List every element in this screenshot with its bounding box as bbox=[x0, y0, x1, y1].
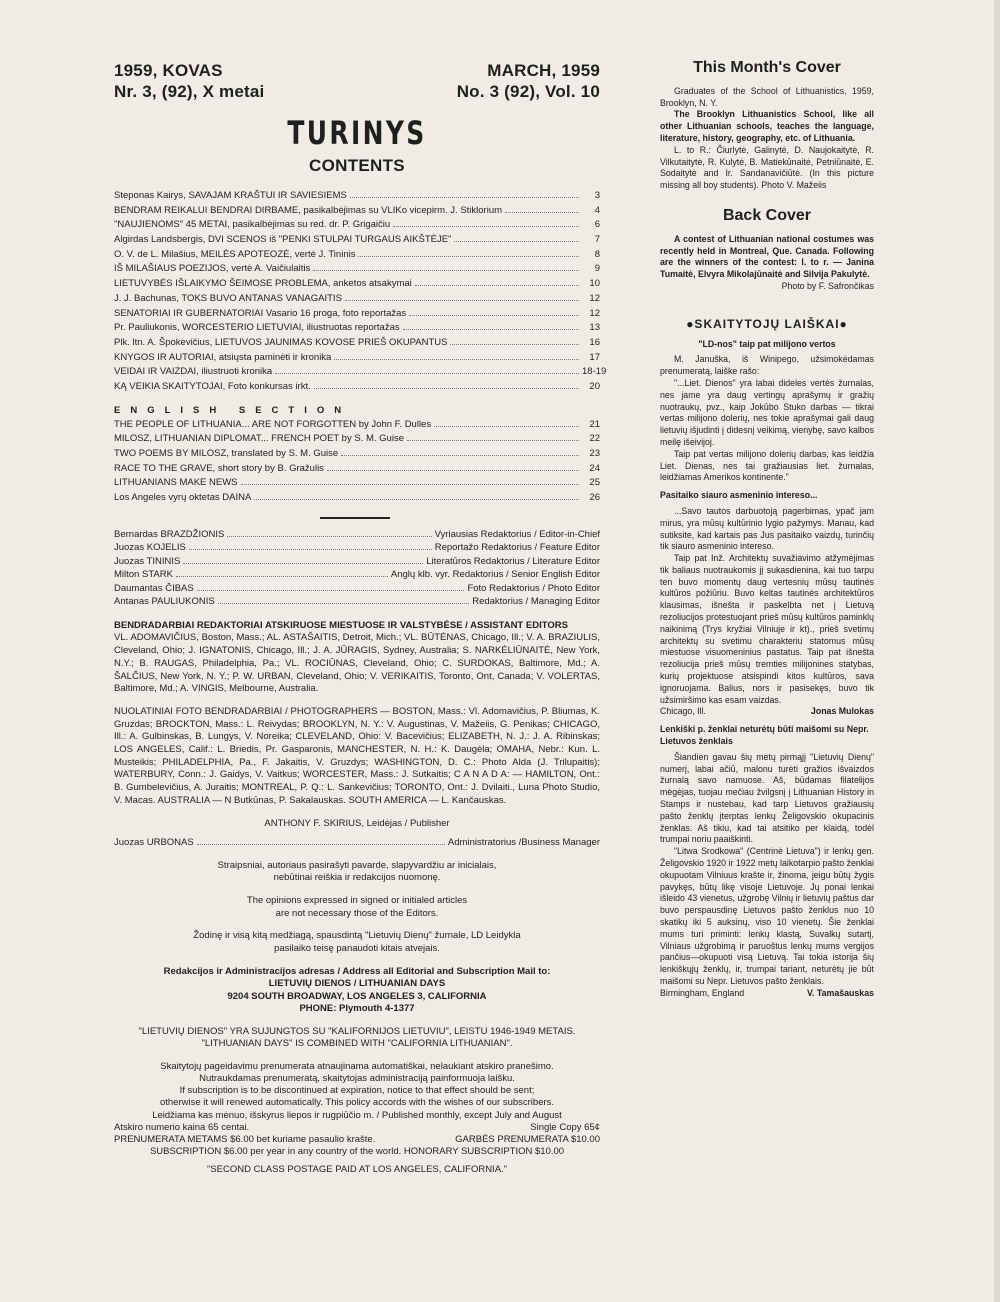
address-line: PHONE: Plymouth 4-1377 bbox=[299, 1003, 415, 1015]
assistant-editors-heading: BENDRADARBIAI REDAKTORIAI ATSKIRUOSE MIESTUOSE IR VALSTYBĖSE / ASSISTANT EDITORS bbox=[114, 619, 568, 631]
letter-1-body: Taip pat vertas milijono dolerių darbas, kas leidžia Liet. Dienas, nes tai gražiausias liet. žurnalas, leidžiamas Amerikos kontinente." bbox=[660, 448, 874, 483]
letter-1-heading: "LD-nos" taip pat milijono vertos bbox=[698, 338, 836, 349]
leader-dots bbox=[341, 454, 579, 456]
cover-title: This Month's Cover bbox=[693, 59, 841, 76]
letter-2-place: Chicago, Ill. bbox=[660, 706, 706, 717]
notice-line: Žodinę ir visą kitą medžiagą, spausdintą "Lietuvių Dienų" žurnale, LD Leidykla bbox=[193, 930, 521, 942]
staff-entry bbox=[114, 583, 600, 597]
letter-2-body: Taip pat Inž. Architektų suvažiavimo atžymėjimas tik baliaus nuotraukomis jį sukasdienina, kai tuo tarpu ten buvo momentų daug vertesnių mūsų tautinės kultūros požiūriu. Buvo keltas tautinės architektūros klausimas, išnešta ir paskelbta net į Lietuvą rezoliucijos protestuojant prieš mūsų kultūros paminklų naikinimą (Trys kryžiai Vilniuje ir kt)., prieš svetimų architektų su svetimu charakteriu statomus mūsų miestuose visuomeninius pastatus. Taip pat išnešta rezoliucija prieš mūsų tremties milijonines statybas, kurių projektuose atsispindi kitos kultūros, sava ignoruojama. Balius, nors ir pasisekęs, buvo tik užsimiršimo kas esam vaizdas. bbox=[660, 553, 874, 705]
staff-entry bbox=[114, 596, 600, 610]
toc-entry bbox=[114, 322, 600, 337]
assistant-editors-list: VL. ADOMAVIČIUS, Boston, Mass.; AL. ASTAŠAITIS, Detroit, Mich.; VL. BŪTĖNAS, Chicago, Ill.; V. A. BRAZIULIS, Cleveland, Ohio; J. IGNATONIS, Chicago, Ill.; J. A. JŪRAGIS, Sydney, Australia; S. NARKĖLIŪNAITĖ, New York, N.Y.; B. RAUGAS, Philadelphia, Pa.; VL. ROCIŪNAS, Cleveland, Ohio; C. SURDOKAS, Baltimore, Md.; A. ŠALČIUS, New York, N. Y.; P. W. URBAN, Cleveland, Ohio; V. VERIKAITIS, Toronto, Ont, Canada; V. VOLERTAS, Baltimore, Md.; A. VINGIS, Melbourne, Australia. bbox=[114, 632, 600, 695]
notice-line: pasilaiko teisę panaudoti kitais atvejais. bbox=[274, 943, 440, 955]
toc-entry bbox=[114, 352, 600, 367]
page-number: 12 bbox=[589, 307, 600, 319]
leader-dots bbox=[275, 372, 579, 374]
contents-column bbox=[114, 60, 607, 1177]
issue-date-en: MARCH, 1959 bbox=[487, 61, 600, 80]
opinion-notice-lt bbox=[114, 860, 600, 885]
letter-3-author: V. Tamašauskas bbox=[806, 987, 874, 998]
leader-dots bbox=[403, 328, 579, 330]
postage-notice: "SECOND CLASS POSTAGE PAID AT LOS ANGELES, CALIFORNIA." bbox=[206, 1164, 508, 1176]
leader-dots bbox=[218, 602, 470, 604]
staff-role: Redaktorius / Managing Editor bbox=[472, 596, 600, 608]
staff-entry-title: Antanas PAULIUKONIS bbox=[114, 596, 215, 608]
toc-entry-title: LIETUVYBĖS IŠLAIKYMO ŠEIMOSE PROBLEMA, anketos atsakymai bbox=[114, 278, 412, 290]
page-number: 20 bbox=[589, 380, 600, 392]
leader-dots bbox=[358, 255, 579, 257]
leader-dots bbox=[197, 843, 445, 845]
business-manager-line bbox=[114, 837, 600, 848]
page-number: 10 bbox=[589, 278, 600, 290]
leader-dots bbox=[314, 387, 579, 389]
toc-entry-title: KĄ VEIKIA SKAITYTOJAI, Foto konkursas irkt. bbox=[114, 380, 311, 392]
toc-entry-english-title: MILOSZ, LITHUANIAN DIPLOMAT... FRENCH POET by S. M. Guise bbox=[114, 433, 404, 445]
subscription-info bbox=[114, 1061, 600, 1177]
page-number: 23 bbox=[589, 448, 600, 459]
issue-date-lt: 1959, KOVAS bbox=[114, 61, 223, 80]
toc-entry-english bbox=[114, 492, 600, 507]
toc-entry-english bbox=[114, 448, 600, 463]
opinion-notice-en bbox=[114, 895, 600, 920]
leader-dots bbox=[505, 211, 579, 213]
issue-number-en: No. 3 (92), Vol. 10 bbox=[456, 82, 600, 101]
address-line: 9204 SOUTH BROADWAY, LOS ANGELES 3, CALIFORNIA bbox=[227, 990, 487, 1002]
toc-entry-title: "NAUJIENOMS" 45 METAI, pasikalbėjimas su red. dr. P. Grigaičiu bbox=[114, 219, 391, 231]
price-line bbox=[114, 1122, 600, 1134]
toc-entry-title: Steponas Kairys, SAVAJAM KRAŠTUI IR SAVIESIEMS bbox=[114, 190, 347, 201]
staff-role: Foto Redaktorius / Photo Editor bbox=[467, 582, 600, 594]
toc-entry-title: Algirdas Landsbergis, DVI SCENOS iš "PENKI STULPAI TURGAUS AIKŠTĖJE" bbox=[114, 234, 452, 246]
page-number: 6 bbox=[594, 219, 600, 231]
photographers-list: NUOLATINIAI FOTO BENDRADARBIAI / PHOTOGRAPHERS — BOSTON, Mass.: Vl. Adomavičius, P. Bliumas, K. Gruzdas; BROCKTON, Mass.: L. Reivydas; BROOKLYN, N. Y.: V. Augustinas, V. Mažeiis, G. Penikas; CHICAGO, Ill.: A. Gulbinskas, B. Lungys, V. Noreika; CLEVELAND, Ohio: V. Bacevičius; ELIZABETH, N. J.: J. A. Ribinskas; LOS ANGELES, Calif.: L. Briedis, Pr. Gasparonis, MANCHESTER, N. H.: K. Daugėla; OMAHA, Nebr.: Kun. L. Musteikis; PHILADELPHIA, Pa., F. Jakaitis, V. Gruzdys; WASHINGTON, D. C.: Photo Alda (J. Trilupaitis); WATERBURY, Conn.: J. Gaidys, V. Vaitkus; WORCESTER, Mass.: J. Sutkaitis; C A N A D A: — HAMILTON, Ont.: B. Gumbelevičius, A. Juraitis; MONTREAL, P. Q.: L. Sankevičius; TORONTO, Ont.: J. Dvilaiti., Luna Photo Studio, V. Macas. AUSTRALIA — N Butkūnas, P. Sakalauskas. SOUTH AMERICA — L. Kančauskas. bbox=[114, 705, 600, 806]
letter-3-place: Birmingham, England bbox=[660, 987, 745, 998]
staff-entry bbox=[114, 556, 600, 570]
page-number: 22 bbox=[589, 433, 600, 445]
single-copy-price-en: Single Copy 65¢ bbox=[530, 1121, 600, 1133]
toc-entry-english bbox=[114, 477, 600, 492]
toc-entry bbox=[114, 308, 600, 323]
notice-line: The opinions expressed in signed or initialed articles bbox=[246, 895, 468, 906]
subscription-en: SUBSCRIPTION $6.00 per year in any country of the world. HONORARY SUBSCRIPTION $10.00 bbox=[149, 1146, 565, 1158]
page-number: 24 bbox=[589, 462, 600, 474]
toc-entry bbox=[114, 249, 600, 264]
letters-heading: ●SKAITYTOJŲ LAIŠKAI● bbox=[686, 316, 848, 331]
page-number: 8 bbox=[594, 248, 600, 260]
notice-line: Straipsniai, autoriaus pasirašyti pavarde, slapyvardžiu ar inicialais, bbox=[217, 859, 497, 871]
toc-entry bbox=[114, 205, 600, 220]
leader-dots bbox=[350, 196, 579, 198]
toc-entry bbox=[114, 381, 600, 396]
toc-entry-title: SENATORIAI IR GUBERNATORIAI Vasario 16 proga, foto reportažas bbox=[114, 307, 407, 319]
divider bbox=[320, 517, 390, 519]
letter-3-body: Šiandien gavau šių metų pirmąjį "Lietuvių Dienų" numerį, labai ačiū, malonu turėti gražios išvaizdos žurnalą savo namuose. Aš, būdamas filatelijos mėgėjas, tuojau mečiau žvilgsnį į Lithuanian History in Stamps ir nustebau, kad tarp Lietuvos gražiausių pašto ženklų įterptas lenkų Želigovskio okupacinis ženklas. Aš tikiu, kad tai atsitiko per klaidą, todėl trumpai noriu paaiškinti. bbox=[660, 751, 874, 845]
staff-entry bbox=[114, 569, 600, 583]
staff-entry-title: Milton STARK bbox=[114, 569, 173, 581]
leader-dots bbox=[254, 498, 579, 500]
leader-dots bbox=[450, 343, 579, 345]
toc-entry bbox=[114, 366, 607, 381]
leader-dots bbox=[407, 439, 579, 441]
toc-entry bbox=[114, 234, 600, 249]
honorary-subscription-lt: GARBĖS PRENUMERATA $10.00 bbox=[455, 1134, 600, 1146]
page-number: 26 bbox=[589, 492, 600, 504]
subscription-line: If subscription is to be discontinued at expiration, notice to that effect should be sent; bbox=[179, 1085, 535, 1097]
leader-dots bbox=[415, 284, 579, 286]
english-table-of-contents bbox=[114, 419, 600, 507]
back-cover-title: Back Cover bbox=[722, 206, 812, 224]
leader-dots bbox=[434, 425, 579, 427]
address-block bbox=[114, 966, 600, 1016]
annual-subscription-lt: PRENUMERATA METAMS $6.00 bet kuriame pasaulio krašte. bbox=[114, 1134, 376, 1146]
back-cover-credit: Photo by F. Safrončikas bbox=[781, 280, 874, 291]
english-section-heading: ENGLISH SECTION bbox=[114, 404, 352, 416]
business-manager-name: Juozas URBONAS bbox=[114, 836, 194, 848]
letter-2-author: Jonas Mulokas bbox=[810, 706, 874, 717]
leader-dots bbox=[313, 269, 579, 271]
page-number: 4 bbox=[594, 204, 600, 216]
toc-entry bbox=[114, 337, 600, 352]
subscription-line: Nutraukdamas prenumeratą, skaitytojas administraciją painformuoja laišku. bbox=[199, 1073, 515, 1085]
letter-1-body: "...Liet. Dienos" yra labai dideles vertės žurnalas, nes jame yra daug vertingų aprašymų ir gražių nuotraukų, pvz., kaip Jokūbo Stuko darbas — tikrai vertas milijono dolerių, nes tokie aprašymai gali daug lietuvių išjudinti į didesnį veikimą, vienybę, savo kalbos meilę išeivijoj. bbox=[660, 377, 874, 447]
back-cover-description: A contest of Lithuanian national costumes was recently held in Montreal, Que. Canada. Following are the winners of the contest: l. to r. — Janina Tumaitė, Elvyra Mikolajūnaitė and Silvija Pakulytė. bbox=[660, 233, 874, 280]
page-number: 21 bbox=[589, 418, 600, 430]
staff-role: Vyriausias Redaktorius / Editor-in-Chief bbox=[434, 528, 600, 540]
merger-line: "LITHUANIAN DAYS" IS COMBINED WITH "CALIFORNIA LITHUANIAN". bbox=[201, 1038, 513, 1050]
toc-entry-title: BENDRAM REIKALUI BENDRAI DIRBAME, pasikalbėjimas su VLIKo vicepirm. J. Stiklorium bbox=[114, 204, 503, 216]
leader-dots bbox=[189, 548, 432, 550]
staff-entry bbox=[114, 542, 600, 556]
notice-line: nebūtinai reiškia ir redakcijos nuomonę. bbox=[273, 872, 441, 884]
leader-dots bbox=[197, 589, 465, 591]
leader-dots bbox=[409, 314, 579, 316]
toc-entry-english-title: LITHUANIANS MAKE NEWS bbox=[114, 477, 238, 489]
staff-role: Literatūros Redaktorius / Literature Editor bbox=[426, 555, 600, 567]
subscription-line: Skaitytojų pageidavimu prenumerata atnaujinama automatiškai, nelaukiant atskiro pranešimo. bbox=[160, 1060, 554, 1072]
leader-dots bbox=[176, 575, 388, 577]
staff-entry bbox=[114, 529, 600, 543]
subscription-line: otherwise it will renewed automatically. This policy accords with the wishes of our subscribers. bbox=[159, 1097, 555, 1109]
leader-dots bbox=[393, 225, 579, 227]
cover-description: The Brooklyn Lithuanistics School, like all other Lithuanian schools, teaches the language, literature, history, geography, etc. of Lithuania. bbox=[660, 109, 874, 143]
toc-entry-english bbox=[114, 419, 600, 434]
toc-entry-english-title: THE PEOPLE OF LITHUANIA... ARE NOT FORGOTTEN by John F. Dulles bbox=[114, 418, 432, 430]
leader-dots bbox=[345, 299, 579, 301]
page-title: TURINYS bbox=[287, 114, 427, 152]
toc-entry-title: KNYGOS IR AUTORIAI, atsiųsta paminėti ir kronika bbox=[114, 351, 332, 363]
letter-3-body: "Litwa Srodkowa" (Centrinė Lietuva") ir lenkų gen. Želigovskio 1920 ir 1922 metų laikotarpio pašto ženklai okupuotam Vilniuus krašte ir, žinoma, jeigu būtų žygis pavykęs, būtų likę visoje Lietuvoje. Jų ponai lenkai išleido 43 vienetus, užgrobę Vilnių ir lietuvių paštus dar buvo perspausdinę Lietuvos pašto ženklus nuo 10 skatikų iki 5 auksinų, viso 10 vienetų. Šie ženklai mums turi priminti: lenkų klastą, Suvalkų sutartį, Vilniaus užgrobimą ir paruoštus lenkų mums vergijos pančius—okupuoti visą Lietuvą. Tai tokia istorija šių lenkiškųjų ženklų, ir, trumpai tariant, neturėtų jie būt maišomi su Nepr. Lietuvos pašto ženklais. bbox=[660, 846, 874, 986]
toc-entry bbox=[114, 293, 600, 308]
notice-line: are not necessary those of the Editors. bbox=[275, 907, 439, 919]
toc-entry-english-title: Los Angeles vyrų oktetas DAINA bbox=[114, 492, 252, 504]
letter-2-heading: Pasitaiko siauro asmeninio intereso... bbox=[660, 490, 818, 501]
toc-entry-english bbox=[114, 463, 600, 478]
table-of-contents bbox=[114, 190, 607, 396]
toc-entry-title: J. J. Bachunas, TOKS BUVO ANTANAS VANAGAITIS bbox=[114, 292, 342, 304]
subscription-price-line bbox=[114, 1134, 600, 1146]
issue-header bbox=[114, 60, 600, 102]
merger-notice bbox=[114, 1026, 600, 1051]
leader-dots bbox=[334, 358, 579, 360]
toc-entry-english bbox=[114, 433, 600, 448]
cover-names: L. to R.: Čiurlytė, Galinytė, D. Naujokaitytė, R. Vilkutaitytė, R. Kulytė, B. Matiekūnaitė, Petniūnaitė, E. Sodaitytė and Ir. Sandanavičiūtė. (In this picture missing all boy students). Photo V. Mažeiis bbox=[660, 144, 874, 191]
page-number: 12 bbox=[589, 292, 600, 304]
page-number: 13 bbox=[589, 322, 600, 334]
leader-dots bbox=[454, 240, 579, 242]
address-heading: Redakcijos ir Administracijos adresas / Address all Editorial and Subscription Mail to: bbox=[163, 965, 551, 977]
page-number: 3 bbox=[594, 190, 600, 201]
staff-entry-title: Bernardas BRAZDŽIONIS bbox=[114, 528, 225, 540]
toc-entry-english-title: RACE TO THE GRAVE, short story by B. Gražulis bbox=[114, 462, 324, 474]
letter-2-body: ...Savo tautos darbuotoją pagerbimas, ypač jam mirus, yra mūsų kultūrinio lygio pažymys. Manau, kad sutiksite, kad kartais pas Jus pasitaiko vaizdų, turinčių tik siauro asmeninio intereso. bbox=[660, 505, 874, 552]
staff-role: Reportažo Redaktorius / Feature Editor bbox=[434, 542, 600, 554]
page-subtitle: CONTENTS bbox=[309, 156, 405, 175]
staff-entry-title: Juozas KOJELIS bbox=[114, 542, 186, 554]
toc-entry bbox=[114, 219, 600, 234]
letter-2-signature bbox=[660, 706, 874, 718]
staff-role: Anglų klb. vyr. Redaktorius / Senior English Editor bbox=[390, 569, 600, 581]
toc-entry-title: IŠ MILAŠIAUS POEZIJOS, vertė A. Vaičiulaitis bbox=[114, 263, 311, 275]
page-number: 18-19 bbox=[582, 366, 607, 378]
sidebar-column bbox=[660, 59, 874, 1000]
issue-number-lt: Nr. 3, (92), X metai bbox=[114, 82, 265, 101]
toc-entry-title: VEIDAI IR VAIZDAI, iliustruoti kronika bbox=[114, 366, 273, 378]
business-manager-role: Administratorius /Business Manager bbox=[447, 836, 600, 848]
page-number: 16 bbox=[589, 336, 600, 348]
toc-entry-title: Plk. ltn. A. Špokevičius, LIETUVOS JAUNIMAS KOVOSE PRIEŠ OKUPANTUS bbox=[114, 336, 448, 348]
subscription-line: Leidžiama kas mėnuo, išskyrus liepos ir rugpiūčio m. / Published monthly, except July and August bbox=[152, 1109, 562, 1121]
merger-line: "LIETUVIŲ DIENOS" YRA SUJUNGTOS SU "KALIFORNIJOS LIETUVIU", LEISTU 1946-1949 METAIS. bbox=[138, 1025, 576, 1037]
page-number: 25 bbox=[589, 477, 600, 489]
letter-3-heading: Lenkiški p. ženklai neturėtų būti maišomi su Nepr. Lietuvos ženklais bbox=[660, 724, 869, 747]
leader-dots bbox=[183, 562, 423, 564]
leader-dots bbox=[227, 535, 431, 537]
toc-entry bbox=[114, 190, 600, 205]
editorial-staff bbox=[114, 529, 600, 610]
letter-1-intro: M. Januška, iš Winipego, užsimokėdamas prenumeratą, laiške rašo: bbox=[660, 354, 874, 377]
page-number: 17 bbox=[589, 351, 600, 363]
reprint-notice bbox=[114, 930, 600, 955]
staff-entry-title: Juozas TININIS bbox=[114, 555, 181, 567]
toc-entry bbox=[114, 278, 600, 293]
toc-entry-english-title: TWO POEMS BY MILOSZ, translated by S. M. Guise bbox=[114, 448, 339, 459]
toc-entry bbox=[114, 263, 600, 278]
letter-3-signature bbox=[660, 988, 874, 1000]
cover-caption: Graduates of the School of Lithuanistics, 1959, Brooklyn, N. Y. bbox=[660, 85, 874, 108]
publisher-line: ANTHONY F. SKIRIUS, Leidėjas / Publisher bbox=[264, 817, 450, 829]
page-number: 9 bbox=[594, 263, 600, 275]
address-line: LIETUVIŲ DIENOS / LITHUANIAN DAYS bbox=[268, 978, 446, 990]
leader-dots bbox=[327, 469, 579, 471]
assistant-editors bbox=[114, 620, 600, 696]
toc-entry-title: O. V. de L. Milašius, MEILĖS APOTEOZĖ, vertė J. Tininis bbox=[114, 248, 356, 260]
toc-entry-title: Pr. Pauliukonis, WORCESTERIO LIETUVIAI, iliustruotas reportažas bbox=[114, 322, 400, 334]
staff-entry-title: Daumantas ČIBAS bbox=[114, 582, 194, 594]
page-number: 7 bbox=[594, 234, 600, 246]
single-copy-price-lt: Atskiro numerio kaina 65 centai. bbox=[114, 1121, 250, 1133]
leader-dots bbox=[241, 483, 579, 485]
